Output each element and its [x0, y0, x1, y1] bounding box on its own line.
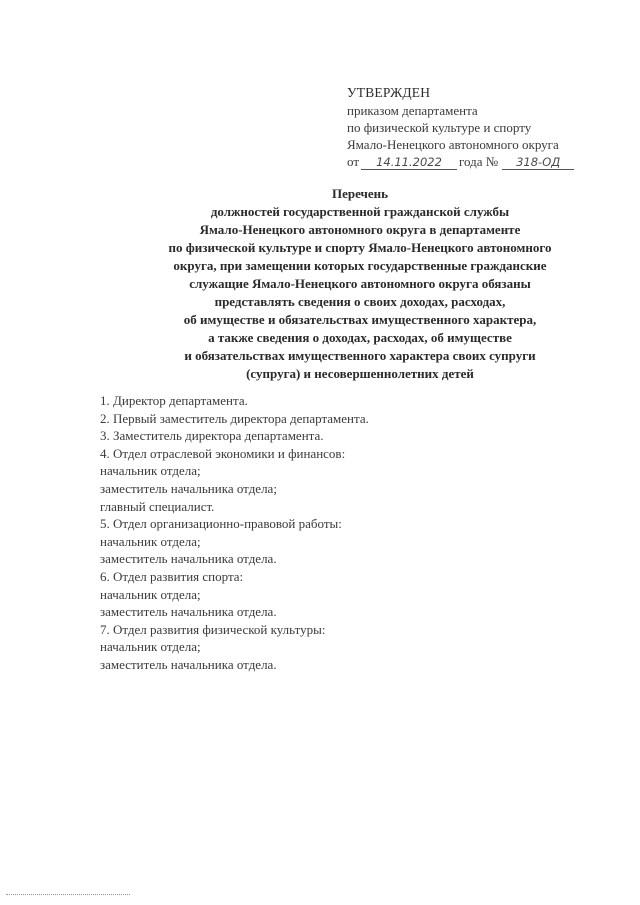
list-item: 2. Первый заместитель директора департамента. — [100, 410, 369, 426]
heading-line: представлять сведения о своих доходах, расходах, — [214, 294, 506, 309]
approval-line-3: Ямало-Ненецкого автономного округа — [347, 137, 559, 152]
list-item: 4. Отдел отраслевой экономики и финансов: — [100, 445, 346, 461]
list-item: начальник отдела; — [100, 586, 201, 602]
positions-list — [100, 392, 530, 674]
handwritten-order-date: 14.11.2022 — [361, 155, 457, 170]
heading-line: (супруга) и несовершеннолетних детей — [246, 366, 474, 381]
list-item: начальник отдела; — [100, 463, 201, 479]
heading-line: Ямало-Ненецкого автономного округа в департаменте — [199, 222, 521, 237]
footer-dotted-rule — [6, 894, 130, 895]
approval-title: УТВЕРЖДЕН — [347, 85, 431, 100]
heading-line: и обязательствах имущественного характера своих супруги — [184, 348, 536, 363]
list-item: 7. Отдел развития физической культуры: — [100, 621, 326, 637]
heading-title: Перечень — [331, 186, 389, 201]
order-date-line — [347, 153, 627, 170]
list-item: 6. Отдел развития спорта: — [100, 568, 244, 584]
heading-line: по физической культуре и спорту Ямало-Ненецкого автономного — [168, 240, 552, 255]
list-item: главный специалист. — [100, 498, 215, 514]
approval-line-2: по физической культуре и спорту — [347, 120, 532, 135]
approval-block — [347, 84, 627, 170]
document-heading — [100, 185, 620, 383]
list-item: заместитель начальника отдела; — [100, 480, 277, 496]
list-item: начальник отдела; — [100, 639, 201, 655]
list-item: 1. Директор департамента. — [100, 393, 248, 408]
heading-line: должностей государственной гражданской службы — [210, 204, 510, 219]
heading-line: округа, при замещении которых государственные гражданские — [173, 258, 547, 273]
heading-line: а также сведения о доходах, расходах, об имуществе — [208, 330, 512, 345]
year-number-label: года № — [459, 154, 499, 169]
list-item: 3. Заместитель директора департамента. — [100, 428, 324, 444]
handwritten-order-number: 318-ОД — [502, 155, 574, 170]
list-item: заместитель начальника отдела. — [100, 656, 277, 672]
list-item: 5. Отдел организационно-правовой работы: — [100, 516, 342, 532]
list-item: заместитель начальника отдела. — [100, 604, 277, 620]
heading-line: об имуществе и обязательствах имущественного характера, — [183, 312, 537, 327]
approval-line-1: приказом департамента — [347, 103, 478, 118]
date-prefix: от — [347, 154, 360, 169]
list-item: начальник отдела; — [100, 533, 201, 549]
heading-line: служащие Ямало-Ненецкого автономного округа обязаны — [189, 276, 531, 291]
list-item: заместитель начальника отдела. — [100, 551, 277, 567]
